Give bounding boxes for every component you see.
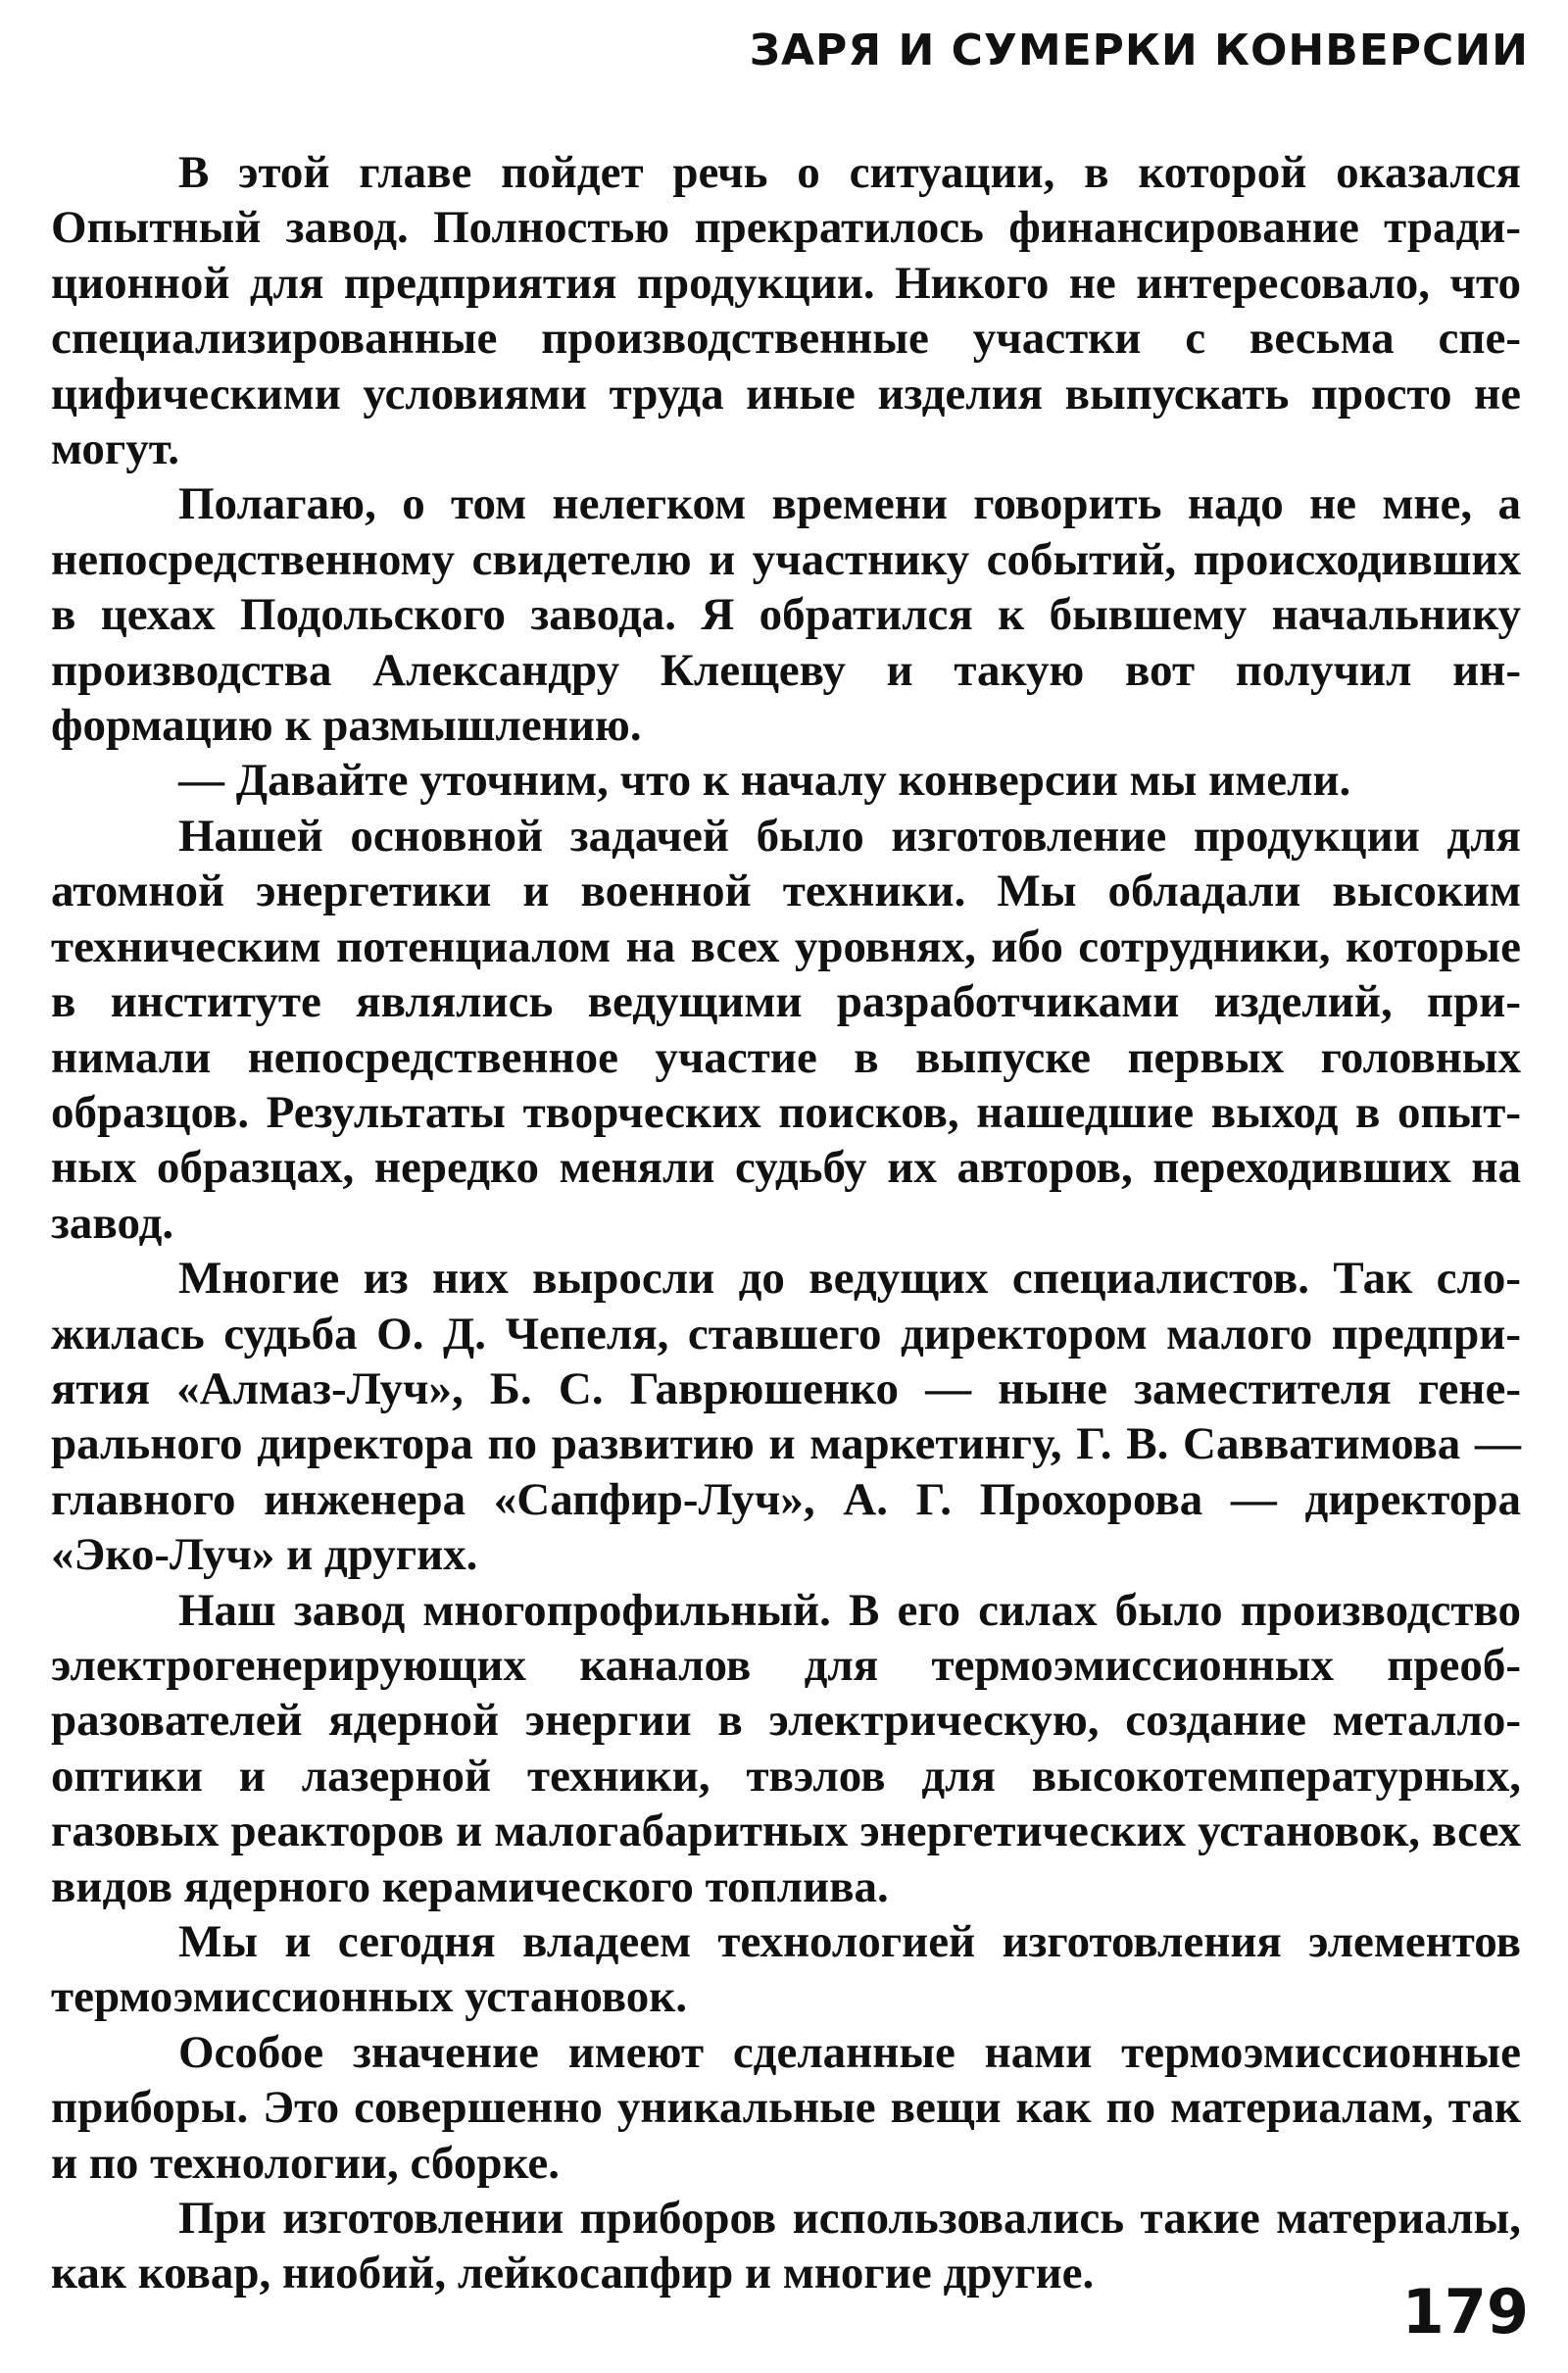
paragraph: Многие из них выросли до ведущих специалистов. Так сложилась судьба О. Д. Чепеля, ставшего директором малого предприятия «Алмаз-Луч», Б. С. Гаврюшенко — ныне заместителя генерального директора по развитию и маркетингу, Г. В. Савватимова — главного инженера «Сапфир-Луч», А. Г. Прохорова — директора «Эко-Луч» и других. xyxy=(51,1253,1521,1581)
paragraph: Мы и сегодня владеем технологией изготовления элементов термоэмиссионных установок. xyxy=(51,1916,1521,2023)
paragraph: Нашей основной задачей было изготовление продукции для атомной энергетики и военной техники. Мы обладали высоким техническим потенциалом на всех уровнях, ибо сотрудники, которые в институте являлись ведущими разработчиками изделий, принимали непосредственное участие в выпуске первых головных образцов. Результаты творческих поисков, нашедшие выход в опытных образцах, нередко меняли судьбу их авторов, переходивших на завод. xyxy=(51,810,1521,1249)
text-body xyxy=(51,145,1521,2301)
paragraph: При изготовлении приборов использовались такие материалы, как ковар, ниобий, лейкосапфир и многие другие. xyxy=(51,2193,1521,2299)
running-header: ЗАРЯ И СУМЕРКИ КОНВЕРСИИ xyxy=(749,25,1529,75)
paragraph: Полагаю, о том нелегком времени говорить надо не мне, а непосредственному свидетелю и участнику событий, происходивших в цехах Подольского завода. Я обратился к бывшему начальнику производства Александру Клещеву и такую вот получил информацию к размышлению. xyxy=(51,478,1521,752)
page-number: 179 xyxy=(1401,2276,1529,2348)
paragraph: Наш завод многопрофильный. В его силах было производство электрогенерирующих каналов для термоэмиссионных преобразователей ядерной энергии в электрическую, создание металлооптики и лазерной техники, твэлов для высокотемпературных, газовых реакторов и малогабаритных энергетических установок, всех видов ядерного керамического топлива. xyxy=(51,1584,1521,1912)
paragraph: — Давайте уточним, что к началу конверсии мы имели. xyxy=(178,755,1351,807)
paragraph: В этой главе пойдет речь о ситуации, в которой оказался Опытный завод. Полностью прекратилось финансирование традиционной для предприятия продукции. Никого не интересовало, что специализированные производственные участки с весьма специфическими условиями труда иные изделия выпускать просто не могут. xyxy=(51,147,1521,475)
paragraph: Особое значение имеют сделанные нами термоэмиссионные приборы. Это совершенно уникальные вещи как по материалам, так и по технологии, сборке. xyxy=(51,2026,1521,2189)
